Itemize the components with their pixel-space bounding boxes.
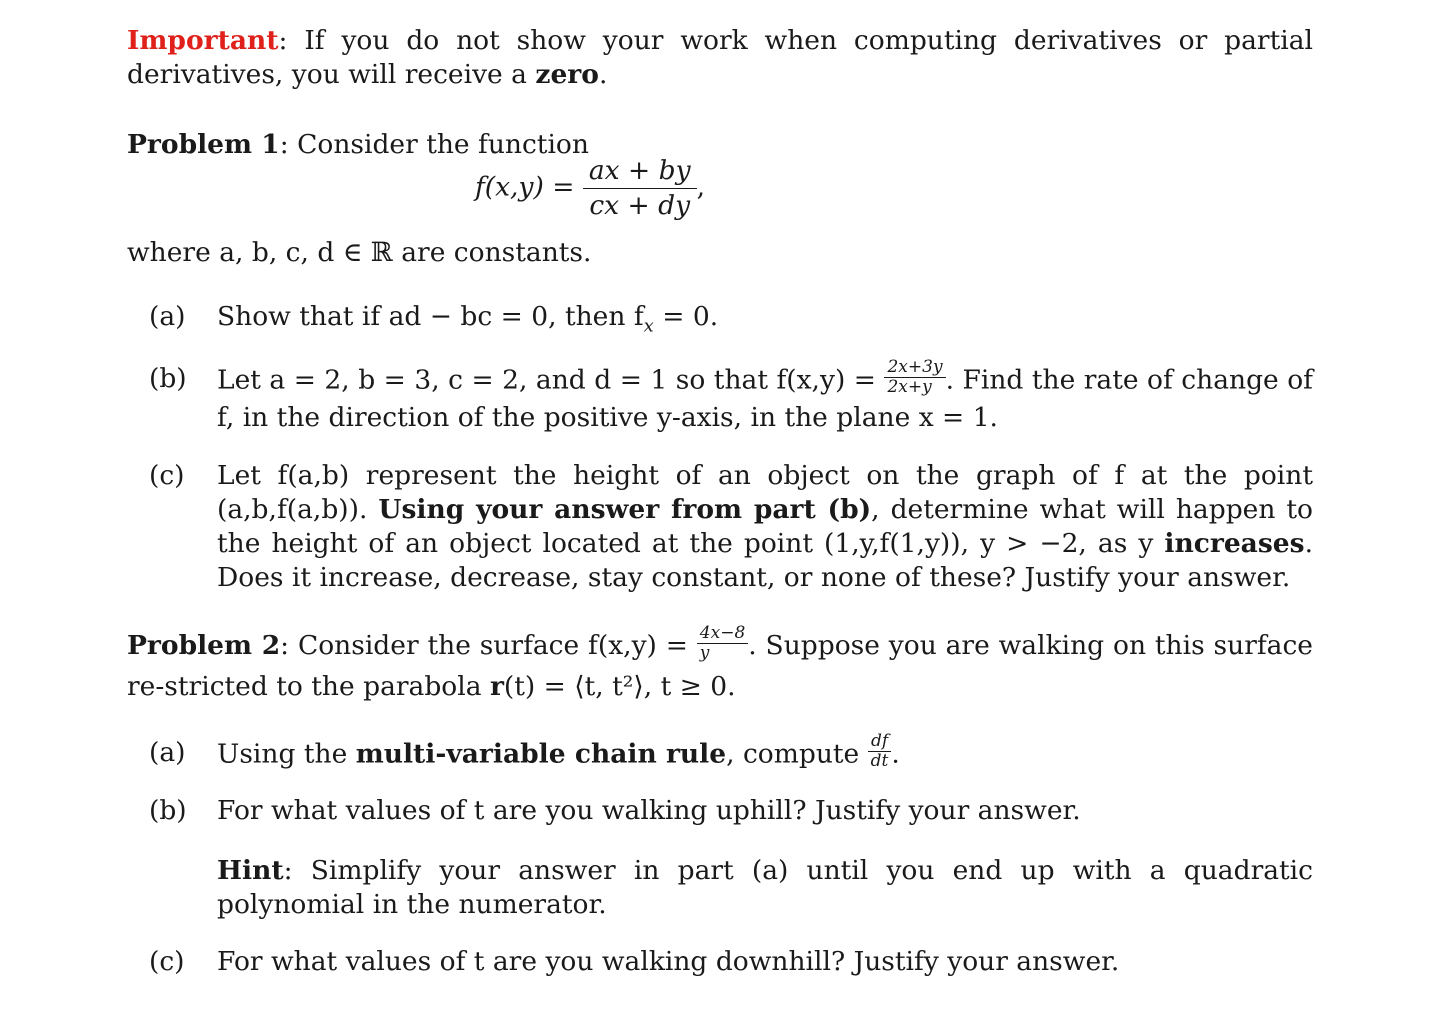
problem2-frac-num: 4x−8 (697, 624, 748, 644)
problem1-display-equation (0, 154, 1183, 223)
important-label: Important (127, 25, 279, 56)
part-c-bold-2: increases (1164, 528, 1305, 559)
problem2-intro (127, 622, 1313, 707)
p2c-text: For what values of t are you walking downhill? Justify your answer. (217, 946, 1120, 977)
problem1-label: Problem 1 (127, 129, 280, 160)
important-end: . (598, 59, 608, 90)
part-b-frac-num: 2x+3y (884, 358, 945, 378)
part-b-text-2: . Find the rate of change of f, in the direction of the positive y-axis, in the plane x = 1. (217, 364, 1313, 433)
p2a-frac-den: dt (870, 751, 889, 771)
problem2-frac-den: y (699, 642, 710, 663)
problem2-hint (149, 854, 1313, 922)
display-trail: , (696, 171, 706, 203)
problem1-part-c (149, 459, 1313, 595)
part-label: (b) (149, 795, 187, 826)
p2a-end: . (891, 738, 900, 770)
part-a-sub: x (643, 315, 654, 337)
part-label: (c) (149, 946, 185, 977)
part-a-text: Show that if ad − bc = 0, then f (217, 301, 644, 332)
part-b-text-1: Let a = 2, b = 3, c = 2, and d = 1 so that f(x,y) = (217, 364, 885, 396)
problem2-intro-2: . Suppose you are walking on this surface re-stricted to the parabola (127, 630, 1313, 702)
display-lhs: f(x,y) = (474, 171, 575, 203)
p2a-text-1: Using the (217, 738, 356, 770)
problem1-part-a (149, 300, 1313, 337)
display-fraction (583, 154, 697, 223)
problem1-where: where a, b, c, d ∈ ℝ are constants. (127, 237, 592, 268)
part-a-end: = 0. (653, 301, 719, 332)
problem2-fraction (697, 624, 748, 663)
problem2-part-a (149, 731, 1313, 775)
part-label: (b) (149, 363, 187, 394)
problem2-part-b (149, 794, 1313, 828)
problem2-part-c (149, 945, 1313, 979)
p2a-text-2: , compute (726, 738, 868, 770)
r-vector: r (489, 670, 504, 702)
zero-word: zero (535, 59, 599, 90)
part-c-text-3: . Does it increase, decrease, stay constant, or none of these? Justify your answer. (217, 528, 1313, 593)
display-numerator: ax + by (583, 154, 697, 189)
part-label: (c) (149, 460, 185, 491)
hint-label: Hint (217, 855, 284, 886)
hint-text: : Simplify your answer in part (a) until you end up with a quadratic polynomial in the numerator. (217, 855, 1313, 920)
problem1-part-b (149, 357, 1313, 435)
part-c-text-2: , determine what will happen to the height of an object located at the point (1,y,f(1,y)), y > −2, as y (217, 494, 1314, 559)
p2a-frac-num: df (868, 732, 892, 752)
part-c-bold-1: Using your answer from part (b) (378, 494, 872, 525)
important-note (127, 24, 1313, 92)
p2a-fraction (868, 732, 892, 771)
part-b-frac-den: 2x+y (887, 377, 932, 397)
problem1-intro: : Consider the function (279, 129, 589, 160)
part-b-fraction (884, 358, 945, 397)
part-label: (a) (149, 301, 186, 332)
display-denominator: cx + dy (589, 190, 691, 221)
p2b-text: For what values of t are you walking uphill? Justify your answer. (217, 795, 1081, 826)
p2a-bold: multi-variable chain rule (355, 738, 727, 770)
problem2-intro-3: (t) = ⟨t, t²⟩, t ≥ 0. (503, 670, 736, 702)
problem2-label: Problem 2 (127, 630, 281, 661)
problem2-intro-1: : Consider the surface f(x,y) = (280, 630, 697, 661)
important-text: : If you do not show your work when computing derivatives or partial derivatives, you will receive a (127, 25, 1313, 90)
part-c-text-1: Let f(a,b) represent the height of an object on the graph of f at the point (a,b,f(a,b)). (217, 460, 1313, 525)
part-label: (a) (149, 737, 186, 768)
